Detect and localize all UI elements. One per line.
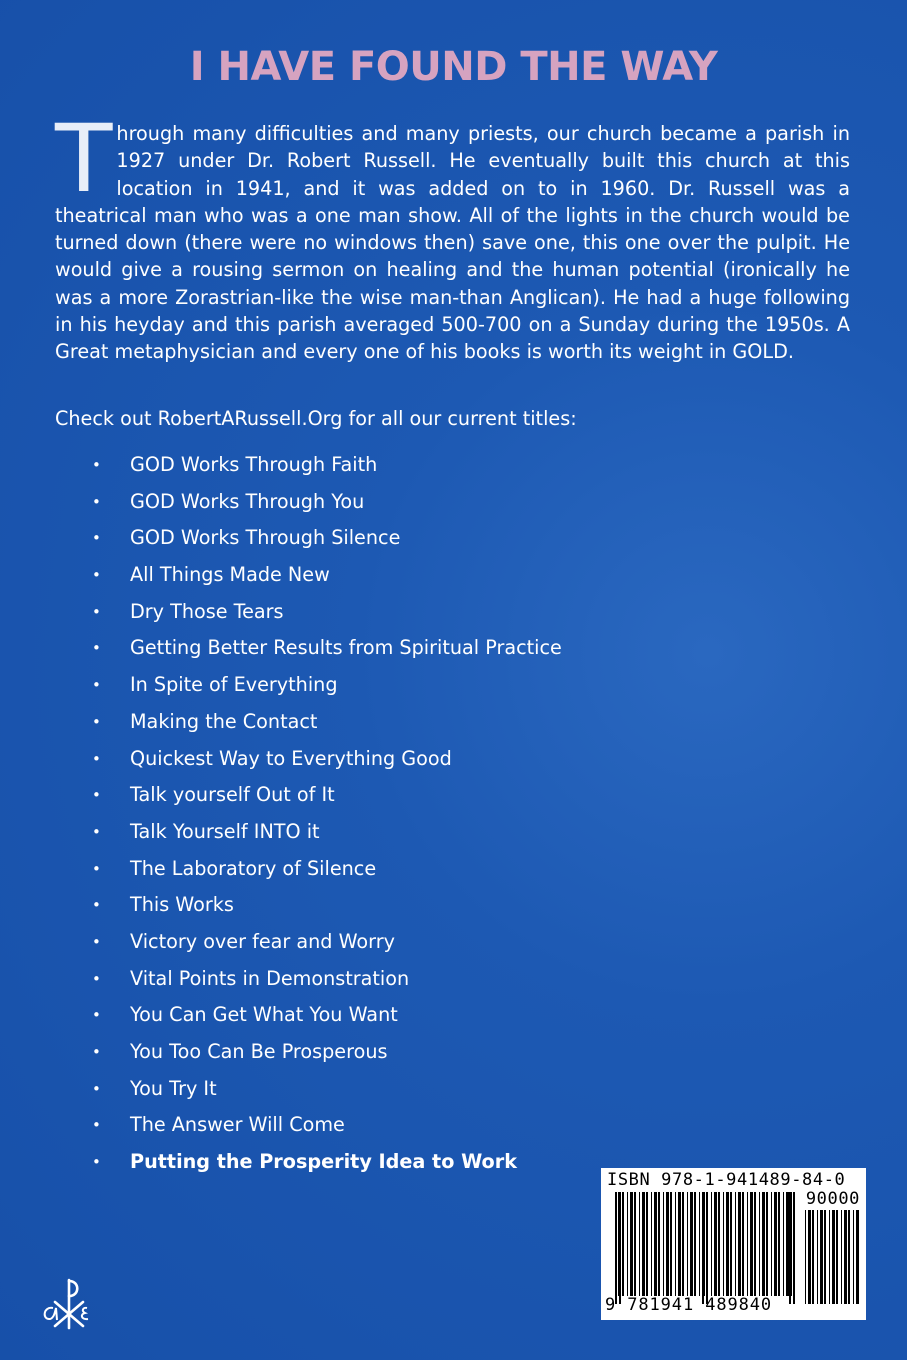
intro-text: hrough many difficulties and many priests, our church became a parish in 1927 under Dr. Robert Russell. He eventually built this church at this location in 1941, and it was added on to in 1960. Dr. Russell was a theatrical man who was a one man show. All of the lights in the church would be turned down (there were no windows then) save one, this one over the pulpit. He would give a rousing sermon on healing and the human potential (ironically he was a more Zorastrian-like the wise man-than Anglican). He had a huge following in his heyday and this parish averaged 500-700 on a Sunday during the 1950s. A Great metaphysician and every one of his books is worth its weight in GOLD. [55, 122, 850, 364]
cover-title: I HAVE FOUND THE WAY [189, 44, 718, 90]
book-title: Putting the Prosperity Idea to Work [130, 1150, 517, 1174]
book-title: All Things Made New [130, 563, 330, 587]
barcode-bar [642, 1192, 645, 1296]
barcode-bar [682, 1192, 684, 1296]
bullet-icon: • [92, 1043, 101, 1061]
barcode-bar [766, 1192, 768, 1296]
book-title: Victory over fear and Worry [130, 929, 395, 953]
bullet-icon: • [92, 969, 101, 988]
barcode-bar [670, 1192, 672, 1296]
book-title: Quickest Way to Everything Good [130, 746, 452, 770]
barcode-bar [824, 1210, 826, 1304]
barcode-bar [663, 1192, 664, 1296]
barcode-bar [690, 1192, 693, 1296]
barcode-bar [750, 1192, 753, 1296]
barcode-bar [774, 1192, 777, 1296]
barcode-bar [742, 1192, 744, 1296]
bullet-icon: • [92, 749, 101, 768]
barcode-bar [829, 1210, 830, 1304]
barcode-bar [759, 1192, 760, 1296]
intro-paragraph [55, 105, 850, 366]
bullet-icon: • [92, 566, 101, 585]
barcode-bar [694, 1192, 696, 1296]
barcode-guard-bar [793, 1192, 795, 1304]
book-title: Talk Yourself INTO it [130, 819, 320, 843]
bullet-icon: • [92, 896, 101, 915]
barcode-bar [812, 1210, 814, 1304]
bullet-icon: • [92, 456, 101, 474]
barcode-bar [666, 1192, 669, 1296]
book-title: GOD Works Through Silence [130, 526, 401, 550]
bullet-icon: • [92, 859, 101, 878]
barcode-bar [658, 1192, 660, 1296]
barcode-bar [622, 1192, 624, 1296]
book-title: Talk yourself Out of It [130, 783, 335, 807]
barcode-bar [630, 1192, 633, 1296]
barcode-guard-bar [619, 1192, 621, 1304]
book-title: GOD Works Through Faith [130, 453, 378, 476]
chi-rho-alpha-omega-icon [38, 1272, 98, 1332]
barcode-bar [654, 1192, 657, 1296]
barcode-bar [699, 1192, 700, 1296]
isbn-barcode [601, 1168, 866, 1320]
barcode-bar [634, 1192, 636, 1296]
bullet-icon: • [92, 786, 101, 805]
book-title: GOD Works Through You [130, 489, 365, 513]
drop-cap: T [55, 105, 113, 214]
barcode-bar [820, 1210, 823, 1304]
barcode-guard-bar [615, 1192, 617, 1304]
barcode-bar [687, 1192, 688, 1296]
barcode-bar [783, 1192, 784, 1296]
book-title: Getting Better Results from Spiritual Practice [130, 636, 562, 660]
barcode-bar [735, 1192, 736, 1296]
price-code: 90000 [805, 1189, 860, 1209]
barcode-bar [723, 1192, 724, 1296]
barcode-guard-bar [706, 1192, 708, 1304]
ean-digits: 9 781941 489840 [605, 1295, 773, 1315]
barcode-bar [832, 1210, 835, 1304]
barcode-guard-bar [789, 1192, 791, 1304]
bullet-icon: • [92, 932, 101, 951]
barcode-bar [639, 1192, 640, 1296]
barcode-bar [778, 1192, 780, 1296]
book-title: Making the Contact [130, 709, 318, 733]
barcode-bar [762, 1192, 765, 1296]
barcode-bar [817, 1210, 818, 1304]
barcode-bar [714, 1192, 717, 1296]
bullet-icon: • [92, 1079, 101, 1098]
book-title: You Can Get What You Want [130, 1003, 398, 1027]
barcode-bar [711, 1192, 712, 1296]
book-title: This Works [130, 893, 234, 917]
book-title: You Too Can Be Prosperous [130, 1040, 388, 1063]
barcode-bar [726, 1192, 729, 1296]
barcode-bar [786, 1192, 789, 1296]
bullet-icon: • [92, 602, 101, 621]
barcode-bar [805, 1210, 806, 1304]
check-out-line: Check out RobertARussell.Org for all our current titles: [55, 407, 577, 430]
book-title: The Laboratory of Silence [130, 856, 377, 880]
barcode-bar [718, 1192, 720, 1296]
barcode-guard-bar [702, 1192, 704, 1304]
bullet-icon: • [92, 492, 101, 511]
barcode-bar [646, 1192, 648, 1296]
bullet-icon: • [92, 1116, 101, 1135]
barcode-bar [738, 1192, 741, 1296]
barcode-bar [747, 1192, 748, 1296]
barcode-bar [808, 1210, 811, 1304]
book-title: The Answer Will Come [130, 1113, 345, 1137]
barcode-bar [678, 1192, 681, 1296]
barcode-bar [836, 1210, 838, 1304]
book-title: You Try It [130, 1076, 217, 1100]
barcode-bar [841, 1210, 842, 1304]
book-title: Dry Those Tears [130, 599, 284, 623]
bullet-icon: • [92, 1006, 101, 1025]
barcode-bar [754, 1192, 756, 1296]
barcode-bar [844, 1210, 847, 1304]
bullet-icon: • [92, 1153, 101, 1172]
barcode-bar [675, 1192, 676, 1296]
barcode-bar [627, 1192, 628, 1296]
bullet-icon: • [92, 529, 101, 548]
isbn-label: ISBN 978-1-941489-84-0 [607, 1170, 846, 1190]
book-title: In Spite of Everything [130, 673, 338, 697]
book-title: Vital Points in Demonstration [130, 966, 410, 990]
bullet-icon: • [92, 822, 101, 841]
bullet-icon: • [92, 712, 101, 731]
barcode-bar [730, 1192, 732, 1296]
barcode-bar [651, 1192, 652, 1296]
barcode-bar [848, 1210, 850, 1304]
barcode-bar [853, 1210, 854, 1304]
bullet-icon: • [92, 639, 101, 658]
barcode-bar [856, 1210, 859, 1304]
barcode-bar [771, 1192, 772, 1296]
bullet-icon: • [92, 676, 101, 695]
